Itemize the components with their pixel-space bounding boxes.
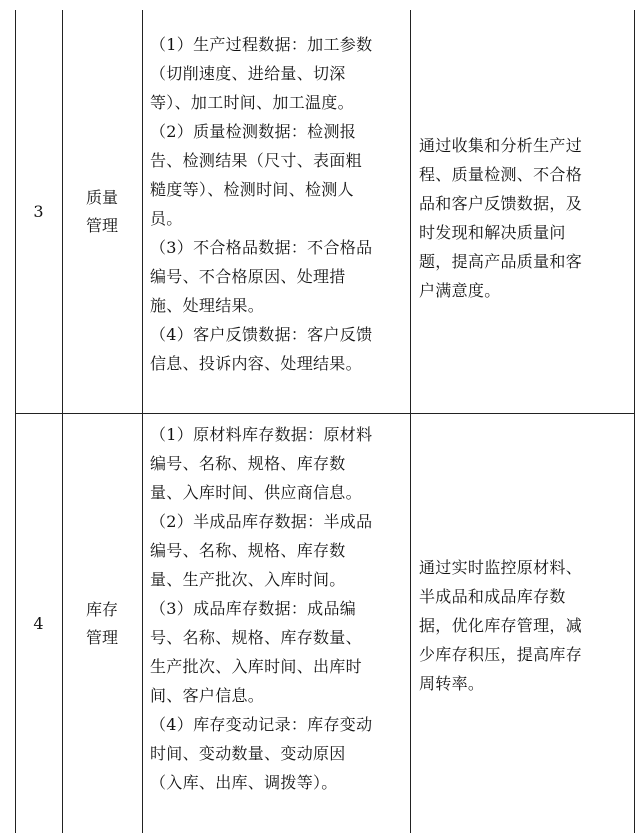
data-line: （切削速度、进给量、切深 xyxy=(150,64,346,83)
data-line: 生产批次、入库时间、出库时 xyxy=(150,657,362,676)
category-line: 管理 xyxy=(85,627,118,647)
data-line: 编号、名称、规格、库存数 xyxy=(150,541,346,560)
data-line: 员。 xyxy=(150,209,183,228)
data-line: （2）半成品库存数据：半成品 xyxy=(150,512,373,531)
data-line: 糙度等）、检测时间、检测人 xyxy=(150,180,354,199)
data-line: 量、入库时间、供应商信息。 xyxy=(150,483,362,502)
data-line: 编号、不合格原因、处理措 xyxy=(150,267,346,286)
row-index: 3 xyxy=(33,202,44,221)
purpose-line: 题，提高产品质量和客 xyxy=(419,252,583,271)
category-line: 库存 xyxy=(85,599,118,619)
data-line: 号、名称、规格、库存数量、 xyxy=(150,628,362,647)
data-line: （1）原材料库存数据：原材料 xyxy=(150,425,373,444)
purpose-line: 时发现和解决质量问 xyxy=(419,223,566,242)
data-line: 间、客户信息。 xyxy=(150,686,265,705)
row-category xyxy=(62,10,142,413)
purpose-line: 周转率。 xyxy=(419,673,485,693)
data-line: （1）生产过程数据：加工参数 xyxy=(150,35,373,54)
purpose-line: 通过收集和分析生产过 xyxy=(419,136,583,155)
purpose-content xyxy=(411,118,634,318)
data-line: （入库、出库、调拨等）。 xyxy=(150,773,338,792)
data-line: 量、生产批次、入库时间。 xyxy=(150,570,346,589)
purpose-line: 少库存积压，提高库存 xyxy=(419,644,583,664)
data-line: 信息、投诉内容、处理结果。 xyxy=(150,354,362,373)
category-line: 管理 xyxy=(85,215,118,235)
purpose-line: 程、质量检测、不合格 xyxy=(419,165,583,184)
data-line: （4）库存变动记录：库存变动 xyxy=(150,715,373,734)
data-content xyxy=(143,30,410,378)
purpose-content xyxy=(411,540,634,710)
data-line: （4）客户反馈数据：客户反馈 xyxy=(150,325,373,344)
data-content xyxy=(143,420,410,797)
data-line: 等）、加工时间、加工温度。 xyxy=(150,93,354,112)
purpose-line: 通过实时监控原材料、 xyxy=(419,557,583,577)
row-category xyxy=(62,414,142,833)
data-line: 告、检测结果（尺寸、表面粗 xyxy=(150,151,362,170)
table-row xyxy=(15,414,635,833)
data-line: 时间、变动数量、变动原因 xyxy=(150,744,346,763)
data-line: （3）不合格品数据：不合格品 xyxy=(150,238,373,257)
data-line: （2）质量检测数据：检测报 xyxy=(150,122,357,141)
purpose-line: 半成品和成品库存数 xyxy=(419,586,566,606)
row-index: 4 xyxy=(33,614,44,633)
purpose-line: 户满意度。 xyxy=(419,281,501,300)
category-line: 质量 xyxy=(85,187,118,207)
purpose-line: 品和客户反馈数据，及 xyxy=(419,194,583,213)
data-table xyxy=(15,10,635,833)
purpose-line: 据，优化库存管理，减 xyxy=(419,615,583,635)
table-row xyxy=(15,10,635,413)
data-line: （3）成品库存数据：成品编 xyxy=(150,599,357,618)
data-line: 施、处理结果。 xyxy=(150,296,265,315)
data-line: 编号、名称、规格、库存数 xyxy=(150,454,346,473)
